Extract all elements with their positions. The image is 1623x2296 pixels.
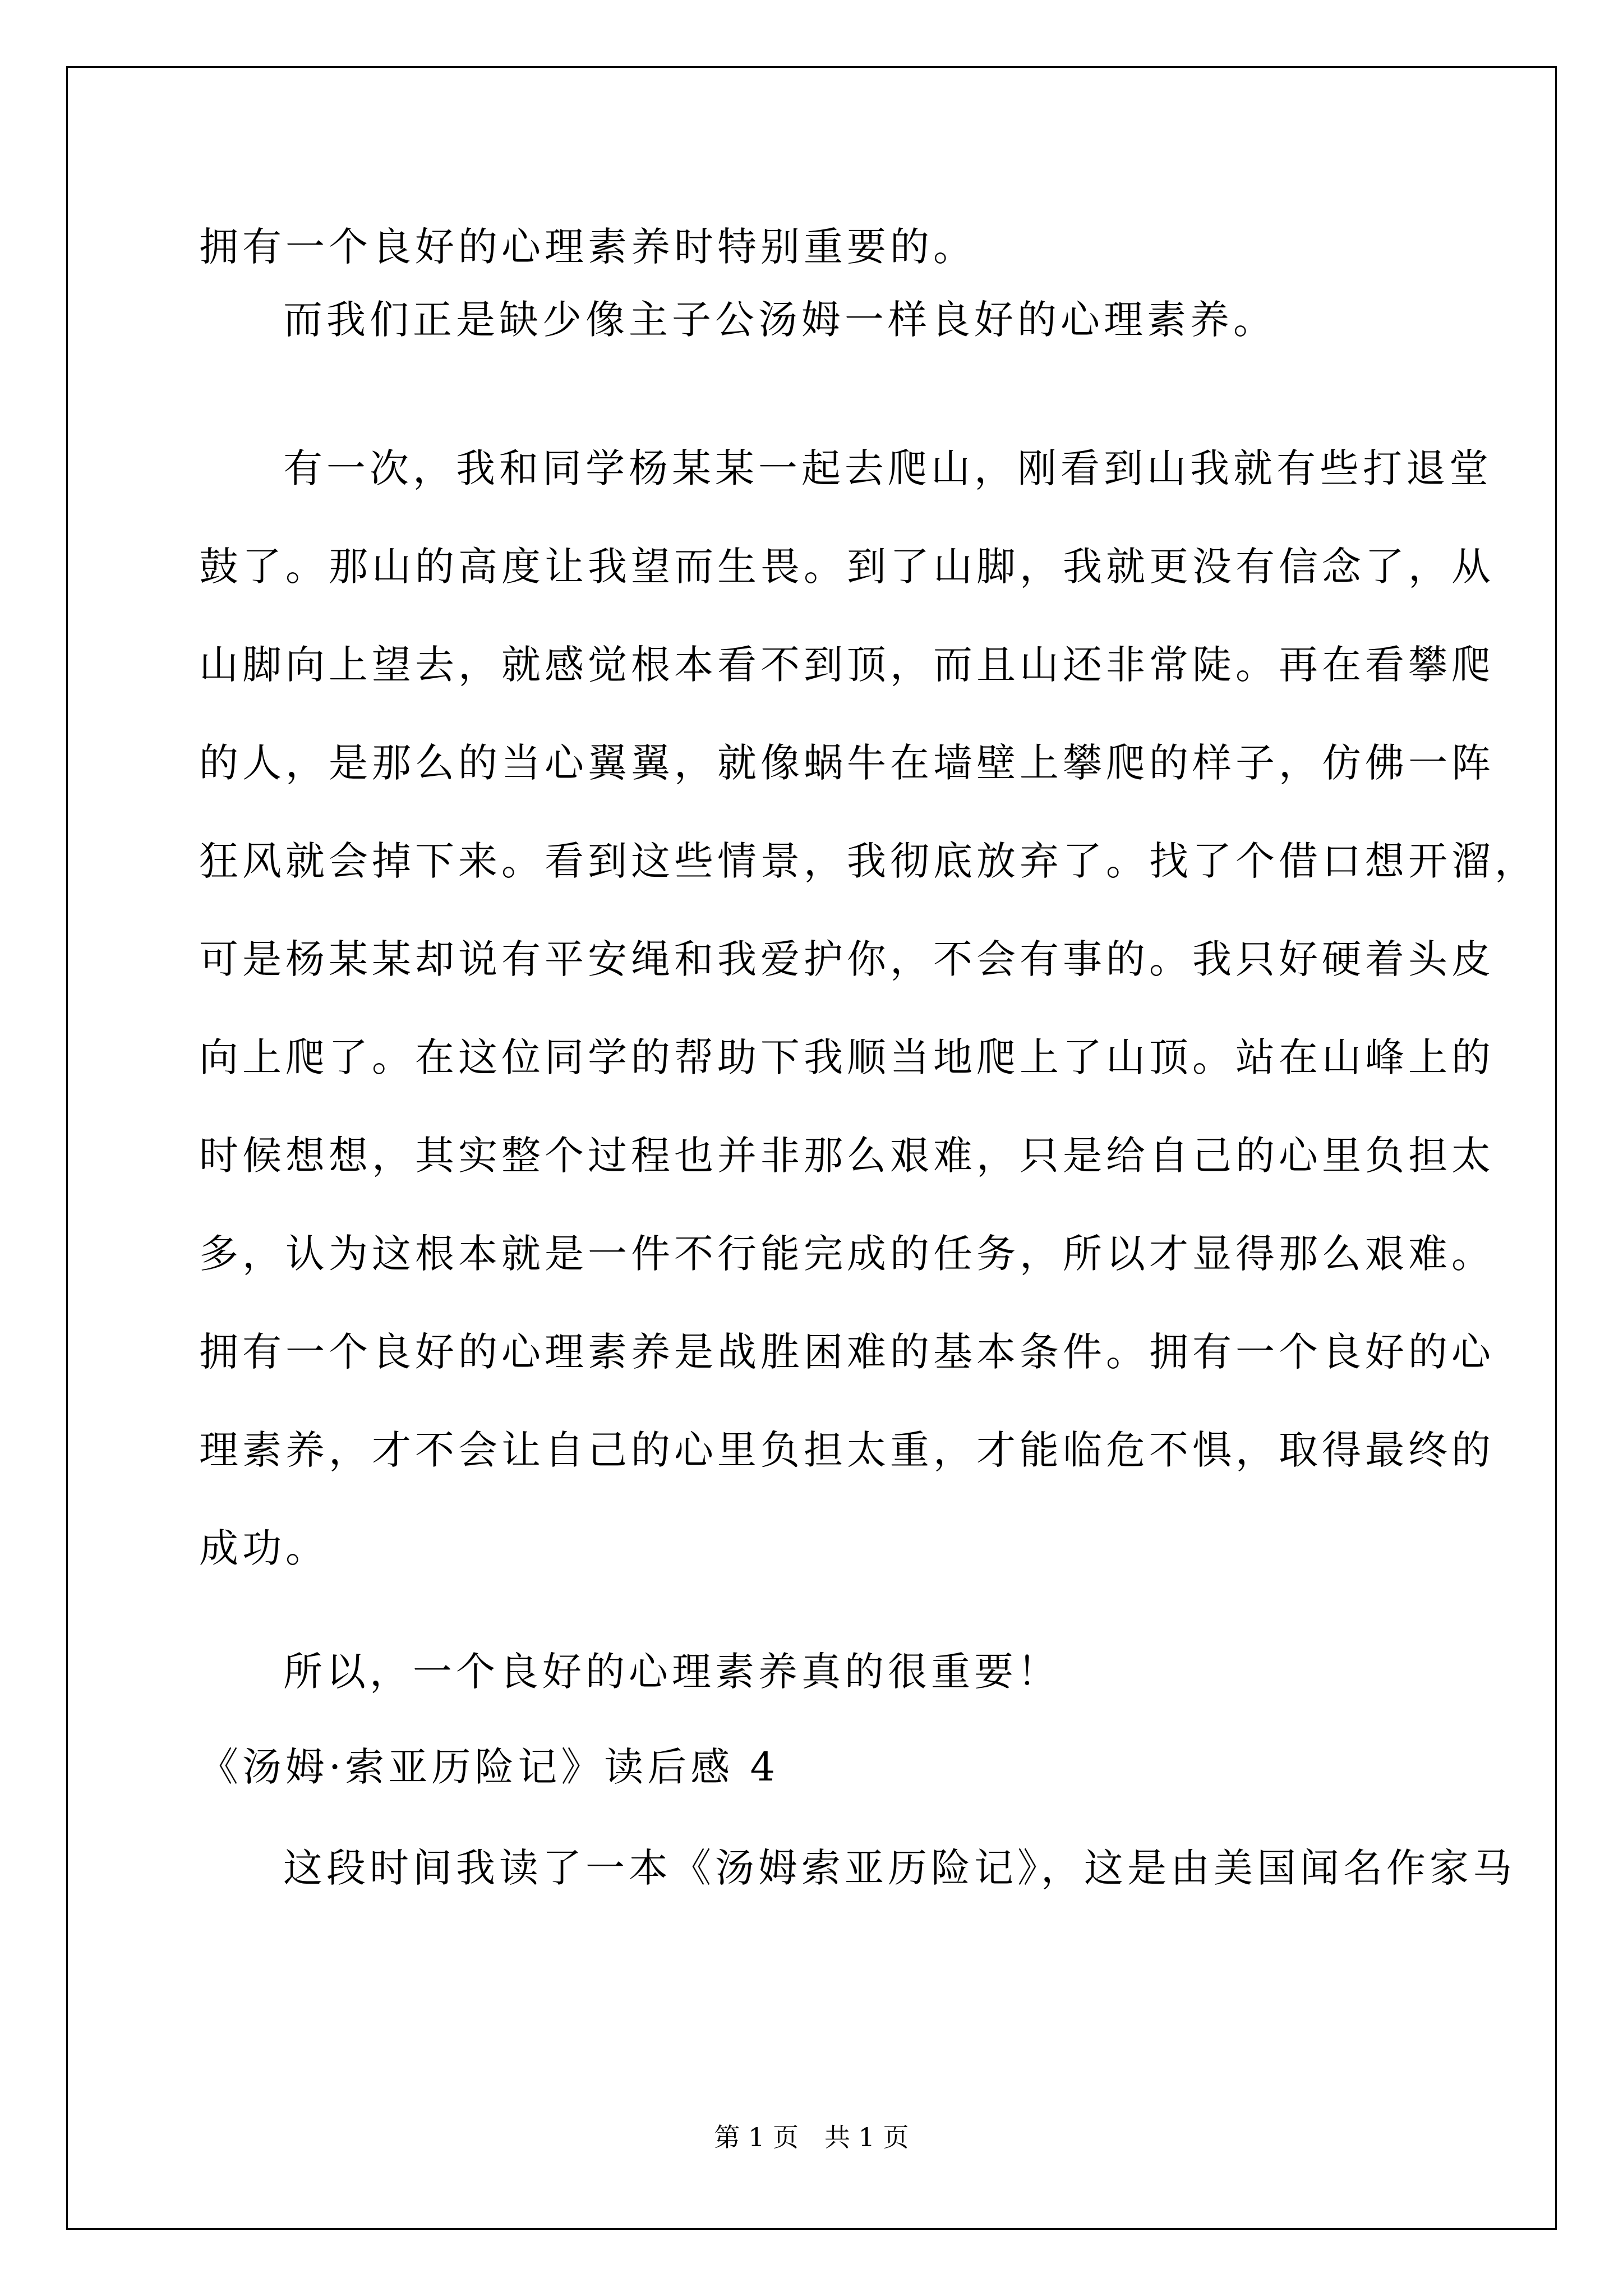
body-line-5: 山脚向上望去，就感觉根本看不到顶，而且山还非常陡。再在看攀爬	[199, 642, 1495, 688]
body-line-1: 拥有一个良好的心理素养时特别重要的。	[199, 224, 976, 270]
body-line-8: 可是杨某某却说有平安绳和我爱护你，不会有事的。我只好硬着头皮	[199, 936, 1495, 982]
body-line-9: 向上爬了。在这位同学的帮助下我顺当地爬上了山顶。站在山峰上的	[199, 1034, 1495, 1080]
body-line-3: 有一次，我和同学杨某某一起去爬山，刚看到山我就有些打退堂	[283, 445, 1492, 491]
section-heading: 《汤姆·索亚历险记》读后感 4	[199, 1744, 780, 1790]
body-line-10: 时候想想，其实整个过程也并非那么艰难，只是给自己的心里负担太	[199, 1133, 1495, 1179]
body-line-2: 而我们正是缺少像主子公汤姆一样良好的心理素养。	[283, 297, 1276, 343]
body-line-after-heading: 这段时间我读了一本《汤姆索亚历险记》，这是由美国闻名作家马	[283, 1845, 1516, 1891]
body-line-6: 的人，是那么的当心翼翼，就像蜗牛在墙壁上攀爬的样子，仿佛一阵	[199, 740, 1495, 786]
body-line-4: 鼓了。那山的高度让我望而生畏。到了山脚，我就更没有信念了，从	[199, 544, 1495, 590]
body-line-15: 所以，一个良好的心理素养真的很重要！	[283, 1649, 1061, 1695]
body-line-7: 狂风就会掉下来。看到这些情景，我彻底放弃了。找了个借口想开溜，	[199, 838, 1538, 884]
body-line-12: 拥有一个良好的心理素养是战胜困难的基本条件。拥有一个良好的心	[199, 1329, 1495, 1375]
body-line-13: 理素养，才不会让自己的心里负担太重，才能临危不惧，取得最终的	[199, 1427, 1495, 1473]
body-line-14: 成功。	[199, 1525, 329, 1571]
body-line-11: 多，认为这根本就是一件不行能完成的任务，所以才显得那么艰难。	[199, 1231, 1495, 1277]
page-footer: 第 1 页 共 1 页	[714, 2122, 909, 2152]
